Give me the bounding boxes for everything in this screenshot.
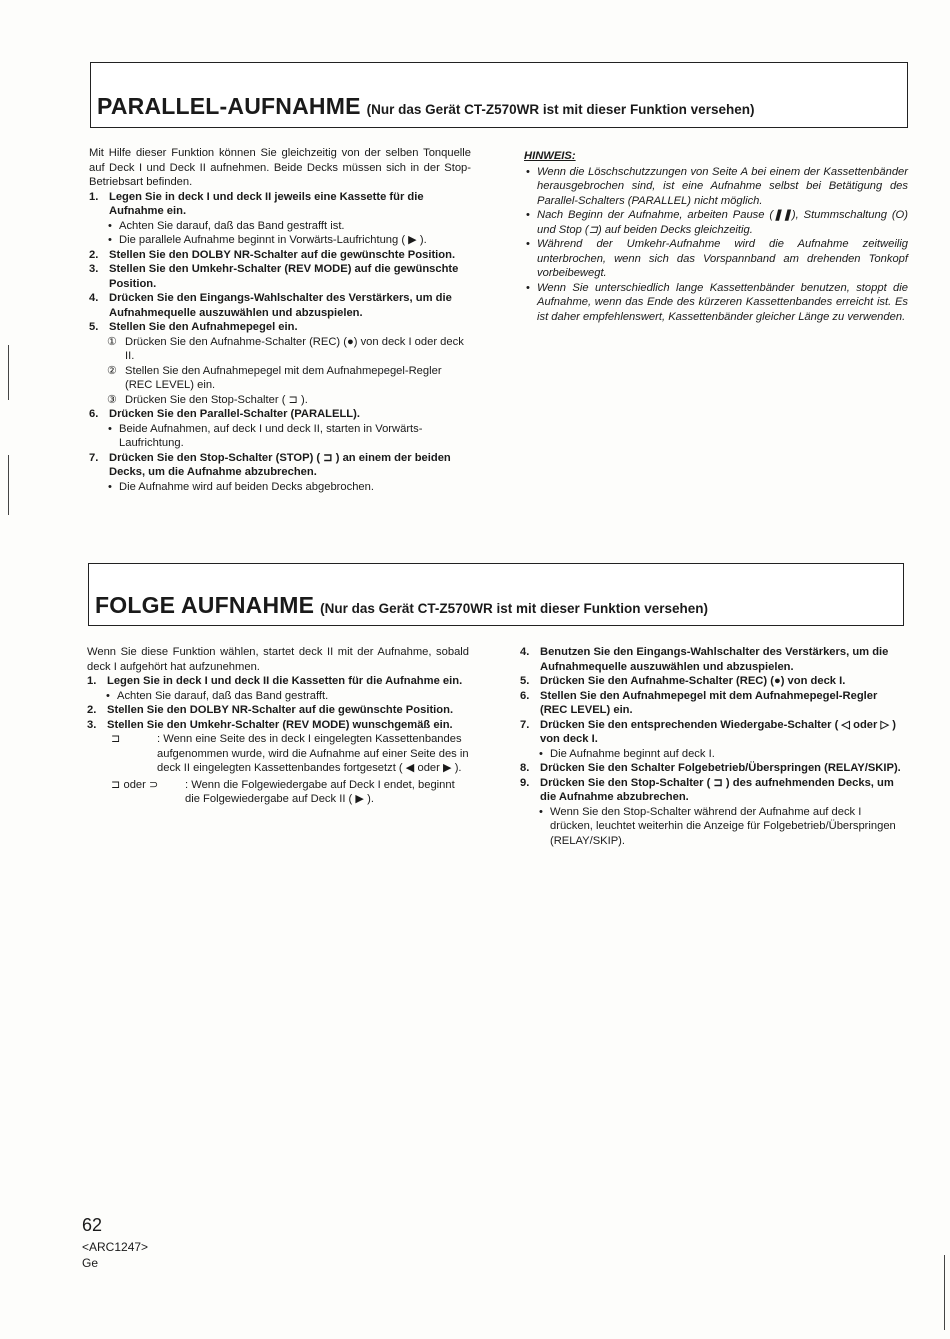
section1-intro: Mit Hilfe dieser Funktion können Sie gleichzeitig von der selben Tonquelle auf Deck I und Deck II aufnehmen. Beide Decks müssen sich in der Stop-Betriebsart befinden. [89,147,471,188]
notes-list [524,165,908,325]
rev-mode-two-symbol: ⊐ oder ⊃ [111,778,159,791]
step-bullet: • Die Aufnahme beginnt auf deck I. [520,747,904,762]
step-text: Drücken Sie den Parallel-Schalter (PARALELL). [109,408,360,420]
section1-subtitle: (Nur das Gerät CT-Z570WR ist mit dieser Funktion versehen) [366,102,755,117]
step-text: Stellen Sie den Aufnahmepegel mit dem Aufnahmepegel-Regler (REC LEVEL) ein. [540,689,878,716]
step-item [89,320,471,335]
note-item: • Während der Umkehr-Aufnahme wird die Aufnahme zeitweilig unterbrochen, wenn sich das Vorspannband am drehenden Tonkopf vorbeibewegt. [524,237,908,281]
substep-marker: ② [107,364,118,377]
step-item [89,451,471,480]
step-text: Stellen Sie den DOLBY NR-Schalter auf die gewünschte Position. [109,248,456,261]
section2-intro: Wenn Sie diese Funktion wählen, startet deck II mit der Aufnahme, sobald deck I aufgehört hat aufzunehmen. [87,646,469,673]
step-bullet: • Die Aufnahme wird auf beiden Decks abgebrochen. [89,480,471,495]
language-code: Ge [82,1256,99,1270]
substep-text: Drücken Sie den Aufnahme-Schalter (REC) (●) von deck I oder deck II. [125,335,464,362]
step-number: 5. [89,321,99,333]
rev-mode-one [107,732,469,776]
step-substep [89,335,471,364]
section2-title-box [88,563,904,626]
step-number: 1. [87,675,97,687]
step-bullet: • Die parallele Aufnahme beginnt in Vorwärts-Laufrichtung ( ▶ ). [89,233,471,248]
step-text: Drücken Sie den Stop-Schalter ( ⊐ ) des aufnehmenden Decks, um die Aufnahme abzubrechen. [540,776,894,803]
step-number: 5. [520,675,530,687]
step-bullet: • Achten Sie darauf, daß das Band gestrafft ist. [89,219,471,234]
step-item [89,190,471,219]
step-bullet: • Beide Aufnahmen, auf deck I und deck II, starten in Vorwärts-Laufrichtung. [89,422,471,451]
note-item: • Wenn Sie unterschiedlich lange Kassettenbänder benutzen, stoppt die Aufnahme, wenn das Ende des kürzeren Kassettenbandes erreicht ist. Es ist daher empfehlenswert, Kassettenbänder gleicher Länge zu verwenden. [524,281,908,325]
step-item [520,674,904,689]
section1-notes-column [524,149,908,324]
margin-line [944,1255,945,1330]
step-text: Stellen Sie den DOLBY NR-Schalter auf die gewünschte Position. [107,704,454,716]
margin-line [8,345,9,400]
notes-heading: HINWEIS: [524,150,576,162]
step-item [89,262,471,291]
margin-line [8,455,9,515]
section2-left-column [87,645,469,807]
rev-mode-two-text: : Wenn die Folgewiedergabe auf Deck I endet, beginnt die Folgewiedergabe auf Deck II ( ▶ ). [185,778,455,805]
section1-left-column [89,146,471,494]
step-number: 2. [87,704,97,716]
substep-marker: ③ [107,393,118,406]
step-number: 8. [520,762,530,774]
rev-mode-one-symbol: ⊐ [111,733,121,745]
step-text: Stellen Sie den Umkehr-Schalter (REV MODE) wunschgemäß ein. [107,718,453,731]
section1-title-box [90,62,908,128]
section2-subtitle: (Nur das Gerät CT-Z570WR ist mit dieser Funktion versehen) [320,601,708,616]
rev-mode-one-text: : Wenn eine Seite des in deck I eingelegten Kassettenbandes aufgenommen wurde, wird die Aufnahme auf einer Seite des in deck II eingelegten Kassettenbandes fortgesetzt ( ◀ oder ▶ ). [157,733,469,774]
step-number: 3. [89,263,99,275]
step-bullet: • Wenn Sie den Stop-Schalter während der Aufnahme auf deck I drücken, leuchtet weiterhin die Anzeige für Folgebetrieb/Überspringen (RELAY/SKIP). [520,805,904,849]
step-item [520,761,904,776]
step-number: 4. [520,646,530,658]
step-text: Stellen Sie den Aufnahmepegel ein. [109,321,298,333]
step-item [520,689,904,718]
step-text: Drücken Sie den Aufnahme-Schalter (REC) (●) von deck I. [540,675,846,687]
section2-right-column [520,645,904,848]
step-item [87,718,469,733]
step-number: 7. [89,451,99,464]
step-number: 3. [87,718,97,731]
step-substep [89,364,471,393]
step-item [89,291,471,320]
step-bullet: • Achten Sie darauf, daß das Band gestrafft. [87,689,469,704]
note-item: • Nach Beginn der Aufnahme, arbeiten Pause (❚❚), Stummschaltung (O) und Stop (⊐) auf beiden Decks gleichzeitig. [524,208,908,237]
section1-steps [89,190,471,495]
step-item [520,645,904,674]
step-item [89,407,471,422]
step-text: Legen Sie in deck I und deck II jeweils eine Kassette für die Aufnahme ein. [109,190,424,217]
step-text: Legen Sie in deck I und deck II die Kassetten für die Aufnahme ein. [107,675,463,687]
step-number: 6. [520,689,530,702]
step-text: Drücken Sie den Schalter Folgebetrieb/Überspringen (RELAY/SKIP). [540,762,901,774]
rev-mode-two [107,778,469,807]
step-item [520,776,904,805]
step-number: 9. [520,776,530,789]
step-text: Drücken Sie den Stop-Schalter (STOP) ( ⊐ ) an einem der beiden Decks, um die Aufnahme abzubrechen. [109,451,451,478]
step-item [89,248,471,263]
section2-left-steps [87,674,469,732]
page-number: 62 [82,1215,103,1235]
step-number: 1. [89,190,99,203]
section2-right-steps [520,645,904,848]
section2-title: FOLGE AUFNAHME [95,592,315,618]
step-item [520,718,904,747]
step-number: 7. [520,718,530,731]
step-number: 4. [89,292,99,304]
step-text: Benutzen Sie den Eingangs-Wahlschalter des Verstärkers, um die Aufnahmequelle auszuwählen und abzuspielen. [540,646,889,673]
note-item: • Wenn die Löschschutzzungen von Seite A bei einem der Kassettenbänder herausgebrochen sind, ist eine Aufnahme selbst bei Betätigung des Parallel-Schalters (PARALLEL) nicht möglich. [524,165,908,209]
substep-text: Drücken Sie den Stop-Schalter ( ⊐ ). [125,393,308,406]
step-text: Stellen Sie den Umkehr-Schalter (REV MODE) auf die gewünschte Position. [109,263,459,290]
step-substep [89,393,471,408]
substep-marker: ① [107,335,118,348]
step-text: Drücken Sie den Eingangs-Wahlschalter des Verstärkers, um die Aufnahmequelle auszuwählen und abzuspielen. [109,292,452,319]
substep-text: Stellen Sie den Aufnahmepegel mit dem Aufnahmepegel-Regler (REC LEVEL) ein. [125,364,442,391]
section1-title: PARALLEL-AUFNAHME [97,93,361,119]
step-item [87,703,469,718]
doc-code: <ARC1247> [82,1240,149,1254]
step-number: 2. [89,248,99,261]
step-text: Drücken Sie den entsprechenden Wiedergabe-Schalter ( ◁ oder ▷ ) von deck I. [540,718,896,745]
step-number: 6. [89,408,99,420]
step-item [87,674,469,689]
